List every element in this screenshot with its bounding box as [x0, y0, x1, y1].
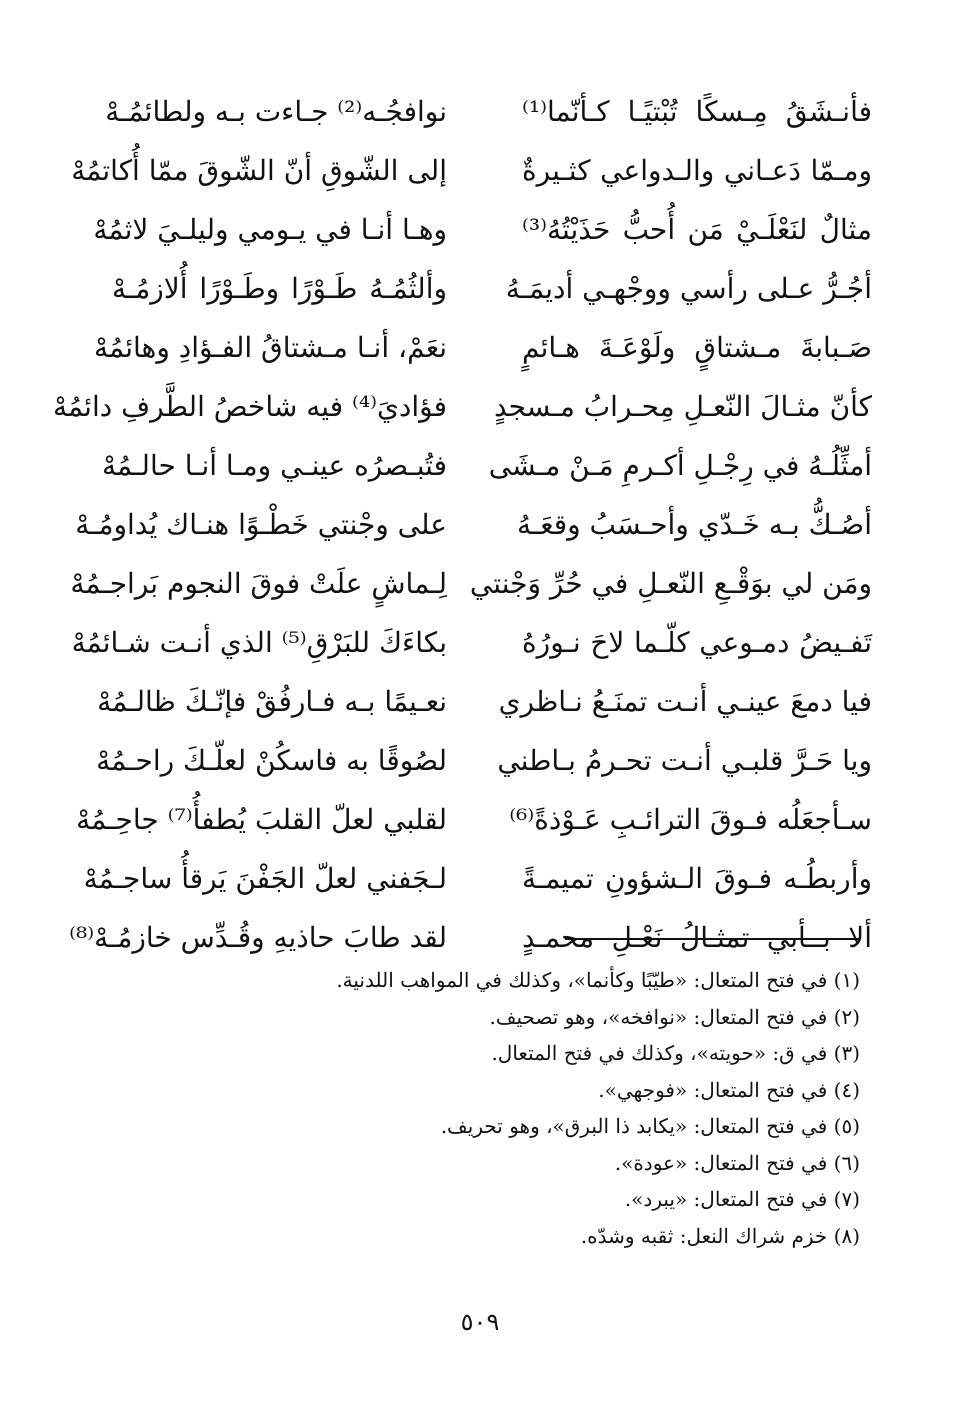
- verse-first-hemistich: فيا دمعَ عينـي أنـت تمنَـعُ نـاظري: [498, 685, 872, 718]
- verse: [105, 84, 872, 140]
- verse: [112, 261, 872, 317]
- verse-second-hemistich: على وجْنتي خَطْـوًا هنـاك يُداومُـهْ: [75, 508, 447, 541]
- verse: [52, 379, 872, 435]
- verse: [96, 733, 872, 789]
- verse-first-hemistich: ألا بــأبي تمثـالُ نَعْـلِ محمـدٍ: [522, 921, 872, 954]
- verse-second-hemistich: لـجَفني لعلّ الجَفْنَ يَرقأُ ساجـمُهْ: [83, 862, 447, 895]
- verse-second-hemistich: وهـا أنـا في يـومي وليلـيَ لاثمُهْ: [93, 213, 447, 246]
- page-number: ٥٠٩: [460, 1308, 500, 1336]
- footnote: (٦) في فتح المتعال: «عودة».: [614, 1150, 860, 1175]
- verse-second-hemistich: نوافجُـه⁽²⁾ جـاءت بـه ولطائمُـهْ: [105, 95, 447, 128]
- verse-first-hemistich: كأنّ مثـالَ النّعـلِ مِحـرابُ مـسجدٍ: [493, 390, 872, 423]
- verse: [102, 438, 872, 494]
- footnotes: [300, 962, 860, 1254]
- verse-first-hemistich: أمثِّلُـهُ في رِجْـلِ أكـرمِ مَـنْ مـشَى: [488, 449, 872, 482]
- footnote: (٥) في فتح المتعال: «يكابد ذا البرق»، وهو تحريف.: [440, 1114, 860, 1138]
- verse-second-hemistich: فتُبـصرُه عينـي ومـا أنـا حالـمُهْ: [102, 449, 447, 482]
- verse: [75, 497, 872, 553]
- footnote: (٢) في فتح المتعال: «نوافخه»، وهو تصحيف.: [489, 1004, 860, 1029]
- footnote: (١) في فتح المتعال: «طيّبًا وكأنما»، وكذلك في المواهب اللدنية.: [336, 968, 860, 992]
- poem: [52, 84, 872, 954]
- verse-second-hemistich: نعـيمًا بـه فـارفُقْ فإنّـكَ ظالـمُهْ: [97, 685, 447, 718]
- verse-first-hemistich: ويا حَـرَّ قلبـي أنـت تحـرمُ بـاطني: [497, 744, 872, 777]
- verse: [76, 792, 872, 848]
- verse: [94, 320, 872, 376]
- verse-second-hemistich: لِـماشٍ علَتْ فوقَ النجوم بَراجـمُهْ: [70, 567, 447, 600]
- verse: [71, 615, 872, 671]
- verse-second-hemistich: وألثُمُـهُ طَـوْرًا وطَـوْرًا أُلازمُـهْ: [112, 272, 447, 305]
- verse-first-hemistich: صَـبابةَ مـشتاقٍ ولَوْعَـةَ هـائمٍ: [522, 331, 872, 364]
- verse-second-hemistich: لقلبي لعلّ القلبَ يُطفأُ⁽⁷⁾ جاحِـمُهْ: [76, 803, 447, 836]
- footnote: (٤) في فتح المتعال: «فوجهي».: [598, 1077, 860, 1102]
- verse: [97, 674, 872, 730]
- verse-first-hemistich: أصُـكُّ بـه خَـدّي وأحـسَبُ وقعَـهُ: [516, 508, 872, 541]
- verse-second-hemistich: لقد طابَ حاذيهِ وقُـدِّس خازمُـهْ⁽⁸⁾: [69, 921, 447, 954]
- verse-first-hemistich: أجُـرُّ عـلى رأسي ووجْهـي أديمَـهُ: [505, 272, 872, 305]
- verse-second-hemistich: نعَمْ، أنـا مـشتاقُ الفـؤادِ وهائمُهْ: [94, 331, 447, 364]
- footnote-separator: [565, 938, 860, 940]
- verse-second-hemistich: فؤاديَ⁽⁴⁾ فيه شاخصُ الطَّرفِ دائمُهْ: [52, 390, 447, 423]
- verse: [70, 556, 872, 612]
- verse-first-hemistich: ومـمّا دَعـاني والـدواعي كثـيرةٌ: [522, 154, 872, 187]
- verse-second-hemistich: إلى الشّوقِ أنّ الشّوقَ ممّا أُكاتمُهْ: [71, 154, 447, 187]
- verse-first-hemistich: تَفـيضُ دمـوعي كلّـما لاحَ نـورُهُ: [522, 626, 872, 659]
- footnote: (٣) في ق: «حويته»، وكذلك في فتح المتعال.: [491, 1041, 860, 1065]
- verse: [93, 202, 872, 258]
- footnote: (٧) في فتح المتعال: «يبرد».: [624, 1187, 860, 1211]
- footnote: (٨) خزم شراك النعل: ثقبه وشدّه.: [580, 1223, 860, 1248]
- verse: [71, 143, 872, 199]
- verse: [83, 851, 872, 907]
- verse-first-hemistich: وأربطُـه فـوقَ الـشؤونِ تميمـةً: [522, 862, 872, 895]
- verse-second-hemistich: بكاءَكَ للبَرْقِ⁽⁵⁾ الذي أنـت شـائمُهْ: [71, 626, 447, 659]
- verse-first-hemistich: ومَن لي بوَقْـعِ النّعـلِ في حُرِّ وَجْنتي: [469, 567, 872, 600]
- verse-first-hemistich: مثالٌ لنَعْلَـيْ مَن أُحبُّ حَذَيْتُهُ⁽³⁾: [522, 213, 872, 246]
- verse-first-hemistich: فأنـشَقُ مِـسكًا تُبْتيًـا كـأنّما⁽¹⁾: [522, 95, 872, 128]
- verse-first-hemistich: سـأجعَلُه فـوقَ الترائـبِ عَـوْذةً⁽⁶⁾: [509, 803, 872, 836]
- verse-second-hemistich: لصُوقًا به فاسكُنْ لعلّـكَ راحـمُهْ: [96, 744, 447, 777]
